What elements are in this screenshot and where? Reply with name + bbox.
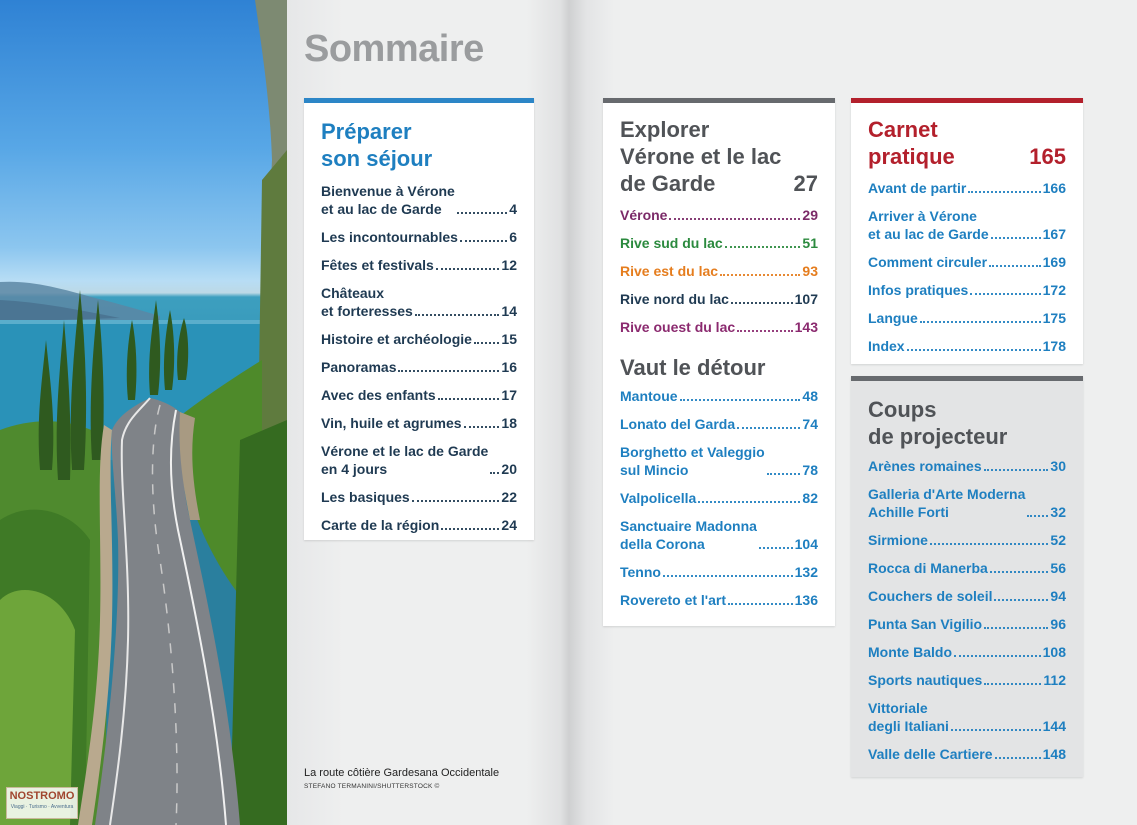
dot-leader	[474, 342, 499, 344]
toc-entry-page: 14	[501, 303, 517, 319]
dot-leader	[460, 240, 507, 242]
toc-entry[interactable]	[620, 318, 818, 336]
dot-leader	[907, 349, 1041, 351]
toc-entry-label: Avec des enfants	[321, 387, 436, 403]
toc-entry-page: 30	[1050, 458, 1066, 474]
page-title: Sommaire	[304, 28, 484, 70]
toc-entry[interactable]	[620, 234, 818, 252]
toc-entry-label: Avant de partir	[868, 180, 967, 196]
toc-entry[interactable]	[321, 182, 517, 218]
toc-entry-label: Bienvenue à Vérone et au lac de Garde	[321, 183, 455, 217]
toc-entry-page: 172	[1042, 282, 1066, 298]
toc-entry[interactable]	[620, 591, 818, 609]
toc-entry-label: Valle delle Cartiere	[868, 746, 993, 762]
toc-entry[interactable]	[620, 489, 818, 507]
photo-caption: La route côtière Gardesana Occidentale	[304, 767, 500, 779]
toc-entry[interactable]	[868, 745, 1066, 763]
toc-entry-page: 20	[501, 461, 517, 477]
dot-leader	[464, 426, 500, 428]
dot-leader	[991, 237, 1041, 239]
dot-leader	[436, 268, 500, 270]
toc-entry[interactable]	[868, 253, 1066, 271]
toc-entry-page: 29	[802, 207, 818, 223]
toc-entry-page: 48	[802, 388, 818, 404]
toc-entry[interactable]	[868, 309, 1066, 327]
toc-entry-page: 4	[509, 201, 517, 217]
dot-leader	[951, 729, 1041, 731]
toc-entry[interactable]	[321, 488, 517, 506]
toc-entry-page: 93	[802, 263, 818, 279]
dot-leader	[984, 627, 1048, 629]
toc-entry-label: Sports nautiques	[868, 672, 983, 688]
toc-entry-label: Rive est du lac	[620, 263, 719, 279]
carnet-section	[851, 98, 1083, 364]
toc-entry-label: Langue	[868, 310, 918, 326]
explorer-heading: Explorer Vérone et le lac de Garde 27	[620, 117, 818, 196]
dot-leader	[728, 603, 793, 605]
toc-entry-page: 136	[794, 592, 818, 608]
toc-entry-label: Arriver à Vérone et au lac de Garde	[868, 208, 989, 242]
toc-entry[interactable]	[321, 330, 517, 348]
toc-entry[interactable]	[868, 559, 1066, 577]
toc-entry-page: 178	[1042, 338, 1066, 354]
toc-entry-label: Mantoue	[620, 388, 678, 404]
carnet-heading: Carnet pratique 165	[868, 117, 1066, 169]
toc-entry-label: Punta San Vigilio	[868, 616, 983, 632]
toc-entry-page: 12	[501, 257, 517, 273]
toc-entry-label: Les basiques	[321, 489, 410, 505]
toc-entry[interactable]	[868, 179, 1066, 197]
toc-entry-page: 56	[1050, 560, 1066, 576]
dot-leader	[954, 655, 1041, 657]
toc-entry-page: 18	[501, 415, 517, 431]
detour-heading: Vaut le détour	[620, 355, 766, 380]
toc-entry-page: 108	[1042, 644, 1066, 660]
toc-entry[interactable]	[868, 531, 1066, 549]
dot-leader	[412, 500, 500, 502]
toc-entry-page: 52	[1050, 532, 1066, 548]
toc-entry-label: Tenno	[620, 564, 661, 580]
dot-leader	[725, 246, 801, 248]
preparer-section	[304, 98, 534, 540]
toc-entry-label: Galleria d'Arte Moderna Achille Forti	[868, 486, 1026, 520]
detour-list	[620, 387, 818, 609]
toc-entry-label: Rive ouest du lac	[620, 319, 736, 335]
toc-entry-page: 78	[802, 462, 818, 478]
toc-entry[interactable]	[620, 415, 818, 433]
coups-list	[868, 457, 1066, 763]
dot-leader	[457, 212, 507, 214]
toc-entry-page: 51	[802, 235, 818, 251]
toc-entry-label: Carte de la région	[321, 517, 440, 533]
dot-leader	[737, 427, 800, 429]
coups-heading: Coups de projecteur	[868, 397, 1008, 449]
dot-leader	[968, 191, 1040, 193]
toc-entry[interactable]	[868, 207, 1066, 243]
toc-entry[interactable]	[868, 281, 1066, 299]
dot-leader	[398, 370, 499, 372]
toc-entry-page: 32	[1050, 504, 1066, 520]
toc-entry[interactable]	[620, 206, 818, 224]
dot-leader	[990, 571, 1049, 573]
toc-entry-page: 82	[802, 490, 818, 506]
toc-entry-label: Monte Baldo	[868, 644, 952, 660]
toc-entry-label: Vérone	[620, 207, 668, 223]
dot-leader	[731, 302, 793, 304]
toc-entry-label: Infos pratiques	[868, 282, 969, 298]
toc-entry-page: 16	[501, 359, 517, 375]
dot-leader	[698, 501, 800, 503]
toc-entry-label: Sanctuaire Madonna della Corona	[620, 518, 757, 552]
dot-leader	[984, 683, 1041, 685]
dot-leader	[970, 293, 1040, 295]
toc-entry[interactable]	[321, 284, 517, 320]
toc-entry-page: 132	[794, 564, 818, 580]
carnet-list	[868, 179, 1066, 355]
photo-credit: STEFANO TERMANINI/SHUTTERSTOCK ©	[304, 783, 440, 790]
toc-entry[interactable]	[321, 256, 517, 274]
coups-section	[851, 376, 1083, 777]
dot-leader	[680, 399, 801, 401]
dot-leader	[663, 575, 793, 577]
toc-entry-page: 74	[802, 416, 818, 432]
dot-leader	[441, 528, 499, 530]
toc-entry-page: 104	[794, 536, 818, 552]
toc-entry-page: 166	[1042, 180, 1066, 196]
dot-leader	[767, 473, 801, 475]
toc-entry-label: Les incontournables	[321, 229, 458, 245]
toc-entry-label: Vin, huile et agrumes	[321, 415, 462, 431]
carnet-heading-page: 165	[1029, 144, 1066, 169]
toc-entry[interactable]	[868, 699, 1066, 735]
toc-entry[interactable]	[620, 262, 818, 280]
cover-photo	[0, 0, 287, 825]
explorer-list	[620, 206, 818, 336]
toc-entry-label: Fêtes et festivals	[321, 257, 434, 273]
toc-entry-label: Sirmione	[868, 532, 928, 548]
dot-leader	[759, 547, 793, 549]
dot-leader	[984, 469, 1049, 471]
dot-leader	[920, 321, 1041, 323]
toc-entry[interactable]	[868, 485, 1066, 521]
toc-entry[interactable]	[321, 358, 517, 376]
toc-entry-page: 167	[1042, 226, 1066, 242]
toc-entry-page: 143	[794, 319, 818, 335]
explorer-heading-page: 27	[793, 171, 818, 196]
dot-leader	[438, 398, 500, 400]
toc-entry-label: Arènes romaines	[868, 458, 982, 474]
toc-entry[interactable]	[321, 386, 517, 404]
nostromo-logo: NOSTROMO Viaggi · Turismo · Avventura	[6, 787, 78, 819]
explorer-section	[603, 98, 835, 626]
dot-leader	[994, 599, 1048, 601]
toc-entry-label: Index	[868, 338, 905, 354]
toc-entry-label: Valpolicella	[620, 490, 697, 506]
toc-entry-page: 15	[501, 331, 517, 347]
toc-entry-label: Couchers de soleil	[868, 588, 993, 604]
toc-entry-label: Rive nord du lac	[620, 291, 729, 307]
toc-entry[interactable]	[620, 387, 818, 405]
toc-entry[interactable]	[321, 516, 517, 534]
toc-entry[interactable]	[321, 414, 517, 432]
toc-entry-label: Borghetto et Valeggio sul Mincio	[620, 444, 765, 478]
toc-entry-page: 6	[509, 229, 517, 245]
toc-entry-page: 112	[1043, 672, 1066, 688]
toc-entry-page: 107	[794, 291, 818, 307]
toc-entry-label: Vérone et le lac de Garde en 4 jours	[321, 443, 489, 477]
toc-entry-page: 144	[1042, 718, 1066, 734]
toc-entry[interactable]	[868, 643, 1066, 661]
toc-entry[interactable]	[620, 563, 818, 581]
preparer-list	[321, 182, 517, 534]
toc-entry[interactable]	[868, 671, 1066, 689]
dot-leader	[669, 218, 800, 220]
toc-entry-page: 24	[501, 517, 517, 533]
toc-entry[interactable]	[620, 517, 818, 553]
toc-entry-page: 169	[1042, 254, 1066, 270]
toc-entry-label: Rive sud du lac	[620, 235, 723, 251]
preparer-heading: Préparer son séjour	[321, 119, 433, 171]
dot-leader	[989, 265, 1041, 267]
road-landscape-illustration	[0, 0, 287, 825]
dot-leader	[490, 472, 499, 474]
toc-entry-label: Châteaux et forteresses	[321, 285, 413, 319]
toc-entry-page: 17	[501, 387, 517, 403]
dot-leader	[995, 757, 1041, 759]
toc-entry-label: Vittoriale degli Italiani	[868, 700, 949, 734]
toc-entry-label: Lonato del Garda	[620, 416, 736, 432]
toc-entry-label: Panoramas	[321, 359, 397, 375]
toc-entry[interactable]	[321, 442, 517, 478]
toc-entry[interactable]	[868, 457, 1066, 475]
toc-entry[interactable]	[868, 587, 1066, 605]
toc-entry-page: 148	[1042, 746, 1066, 762]
dot-leader	[720, 274, 800, 276]
toc-entry[interactable]	[620, 290, 818, 308]
dot-leader	[930, 543, 1049, 545]
dot-leader	[1027, 515, 1048, 517]
toc-entry[interactable]	[868, 337, 1066, 355]
toc-entry[interactable]	[868, 615, 1066, 633]
toc-entry-label: Histoire et archéologie	[321, 331, 472, 347]
toc-entry-label: Rovereto et l'art	[620, 592, 727, 608]
toc-entry-label: Rocca di Manerba	[868, 560, 988, 576]
toc-entry-page: 22	[501, 489, 517, 505]
toc-entry-page: 94	[1050, 588, 1066, 604]
toc-entry-page: 175	[1042, 310, 1066, 326]
toc-entry-page: 96	[1050, 616, 1066, 632]
toc-entry-label: Comment circuler	[868, 254, 988, 270]
dot-leader	[415, 314, 500, 316]
dot-leader	[737, 330, 792, 332]
toc-entry[interactable]	[321, 228, 517, 246]
toc-entry[interactable]	[620, 443, 818, 479]
